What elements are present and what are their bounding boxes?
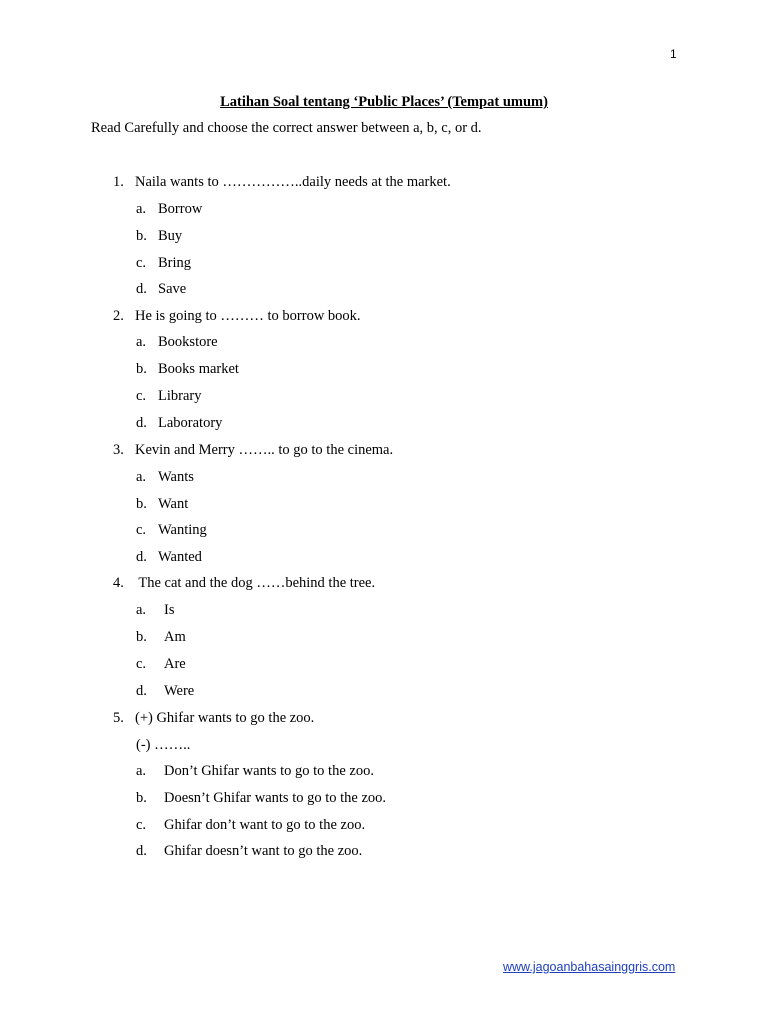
option-letter: c.	[136, 388, 147, 404]
option-letter: c.	[136, 656, 147, 672]
option-3d	[136, 549, 202, 566]
option-text: Library	[158, 388, 202, 404]
option-4a	[136, 602, 174, 619]
option-text: Ghifar doesn’t want to go the zoo.	[164, 843, 363, 859]
question-2	[113, 308, 361, 325]
option-text: Books market	[158, 361, 239, 377]
option-text: Bring	[158, 255, 192, 271]
option-2a	[136, 334, 218, 351]
option-letter: b.	[136, 496, 147, 512]
option-letter: a.	[136, 469, 147, 485]
question-1	[113, 174, 451, 191]
option-text: Ghifar don’t want to go to the zoo.	[164, 817, 366, 833]
option-letter: d.	[136, 843, 147, 859]
footer-website-link[interactable]: www.jagoanbahasainggris.com	[503, 960, 676, 974]
question-number: 5.	[113, 710, 124, 726]
option-2c	[136, 388, 201, 405]
question-number: 3.	[113, 442, 124, 458]
option-text: Is	[164, 602, 175, 618]
option-5d	[136, 843, 362, 860]
option-letter: b.	[136, 228, 147, 244]
option-letter: d.	[136, 549, 147, 565]
question-4	[113, 575, 375, 592]
option-text: Buy	[158, 228, 183, 244]
question-5-subline: (-) ……..	[136, 737, 191, 753]
question-5	[113, 710, 314, 727]
question-text: Naila wants to ……………..daily needs at the market.	[135, 174, 451, 190]
option-text: Save	[158, 281, 187, 297]
option-letter: a.	[136, 334, 147, 350]
question-number: 4.	[113, 575, 124, 591]
option-letter: b.	[136, 361, 147, 377]
option-2d	[136, 415, 222, 432]
question-number: 1.	[113, 174, 124, 190]
option-text: Wants	[158, 469, 194, 485]
option-letter: a.	[136, 602, 147, 618]
option-letter: c.	[136, 817, 147, 833]
option-text: Laboratory	[158, 415, 223, 431]
option-3a	[136, 469, 194, 486]
option-1d	[136, 281, 186, 298]
option-text: Borrow	[158, 201, 203, 217]
option-5a	[136, 763, 374, 780]
question-number: 2.	[113, 308, 124, 324]
option-letter: b.	[136, 790, 147, 806]
option-text: Bookstore	[158, 334, 218, 350]
question-text: The cat and the dog ……behind the tree.	[135, 575, 376, 591]
option-text: Doesn’t Ghifar wants to go to the zoo.	[164, 790, 387, 806]
option-5c	[136, 817, 365, 834]
question-3	[113, 442, 393, 459]
option-4b	[136, 629, 186, 646]
option-text: Am	[164, 629, 186, 645]
question-text: Kevin and Merry …….. to go to the cinema.	[135, 442, 394, 458]
document-title: Latihan Soal tentang ‘Public Places’ (Tempat umum)	[220, 94, 548, 110]
question-text: He is going to ……… to borrow book.	[135, 308, 361, 324]
option-letter: c.	[136, 255, 147, 271]
option-2b	[136, 361, 239, 378]
instructions: Read Carefully and choose the correct answer between a, b, c, or d.	[91, 120, 482, 136]
option-5b	[136, 790, 386, 807]
option-text: Don’t Ghifar wants to go to the zoo.	[164, 763, 374, 779]
option-letter: d.	[136, 415, 147, 431]
option-letter: c.	[136, 522, 147, 538]
option-text: Are	[164, 656, 186, 672]
option-letter: a.	[136, 763, 147, 779]
option-text: Were	[164, 683, 195, 699]
option-text: Wanted	[158, 549, 202, 565]
question-text: (+) Ghifar wants to go the zoo.	[135, 710, 315, 726]
option-letter: d.	[136, 281, 147, 297]
option-text: Want	[158, 496, 189, 512]
option-1c	[136, 255, 191, 272]
option-letter: d.	[136, 683, 147, 699]
option-1a	[136, 201, 202, 218]
page-number: 1	[670, 47, 677, 61]
option-4c	[136, 656, 186, 673]
option-letter: b.	[136, 629, 147, 645]
option-4d	[136, 683, 194, 700]
option-text: Wanting	[158, 522, 207, 538]
option-letter: a.	[136, 201, 147, 217]
option-1b	[136, 228, 182, 245]
option-3b	[136, 496, 188, 513]
option-3c	[136, 522, 207, 539]
